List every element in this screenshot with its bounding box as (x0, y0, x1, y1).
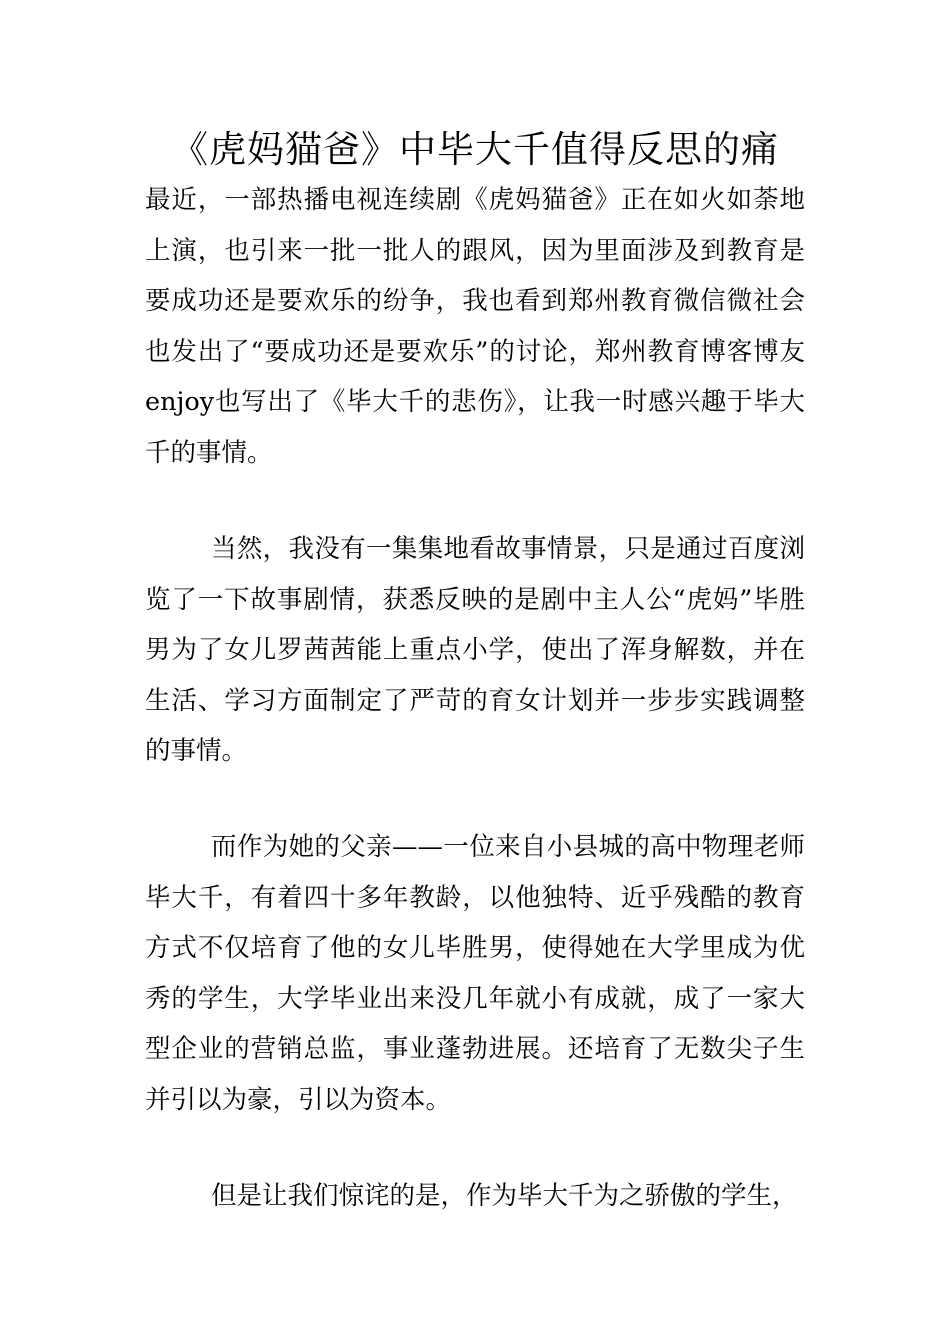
paragraph-3: 而作为她的父亲——一位来自小县城的高中物理老师毕大千，有着四十多年教龄，以他独特、近乎残酷的教育方式不仅培育了他的女儿毕胜男，使得她在大学里成为优秀的学生，大学毕业出来没几年就小有成就，成了一家大型企业的营销总监，事业蓬勃进展。还培育了无数尖子生并引以为豪，引以为资本。 (145, 832, 805, 1115)
document-title: 《虎妈猫爸》中毕大千值得反思的痛 (171, 128, 779, 171)
paragraph-2: 当然，我没有一集集地看故事情景，只是通过百度浏览了一下故事剧情，获悉反映的是剧中主人公“虎妈”毕胜男为了女儿罗茜茜能上重点小学，使出了浑身解数，并在生活、学习方面制定了严苛的育女计划并一步步实践调整的事情。 (145, 534, 805, 766)
paragraph-4: 但是让我们惊诧的是，作为毕大千为之骄傲的学生， (211, 1181, 798, 1211)
paragraph-1: 最近，一部热播电视连续剧《虎妈猫爸》正在如火如荼地上演，也引来一批一批人的跟风，因为里面涉及到教育是要成功还是要欢乐的纷争，我也看到郑州教育微信微社会也发出了“要成功还是要欢乐”的讨论，郑州教育博客博友enjoy也写出了《毕大千的悲伤》，让我一时感兴趣于毕大千的事情。 (145, 185, 805, 468)
